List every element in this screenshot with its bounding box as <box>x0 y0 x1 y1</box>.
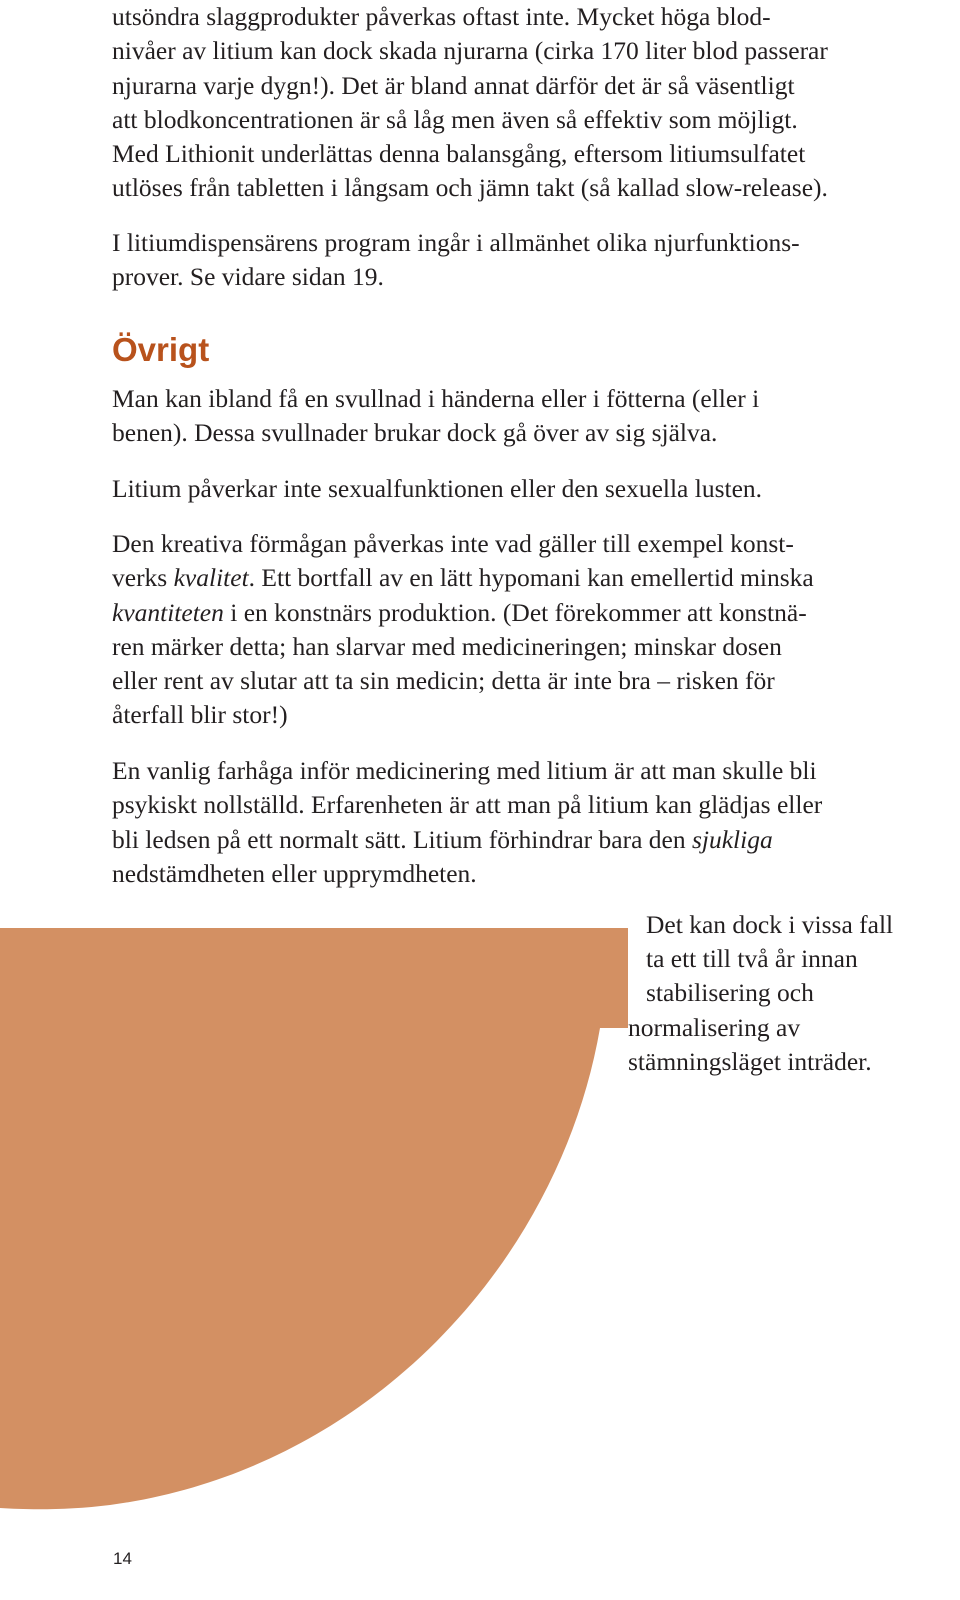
text-line: verks <box>112 563 174 593</box>
callout-line: stabilisering och <box>646 978 814 1008</box>
text-line: bli ledsen på ett normalt sätt. Litium förhindrar bara den <box>112 824 692 854</box>
text-line: återfall blir stor!) <box>112 700 288 730</box>
text-line: eller rent av slutar att ta sin medicin; detta är inte bra – risken för <box>112 666 775 696</box>
emphasis-quantity: kvantiteten <box>112 597 224 627</box>
text-line: En vanlig farhåga inför medicinering med litium är att man skulle bli <box>112 756 817 785</box>
text-line: Med Lithionit underlättas denna balansgång, eftersom litiumsulfatet <box>112 139 806 169</box>
creative-paragraph <box>112 527 947 733</box>
fear-paragraph <box>112 754 947 891</box>
program-paragraph <box>112 226 947 295</box>
text-line: Man kan ibland få en svullnad i händerna eller i fötterna (eller i <box>112 384 760 413</box>
callout-text <box>628 908 948 1079</box>
callout-line: normalisering av <box>628 1012 801 1042</box>
callout-line: Det kan dock i vissa fall <box>646 910 894 939</box>
swelling-paragraph <box>112 382 947 451</box>
page-number: 14 <box>113 1549 132 1568</box>
section-heading: Övrigt <box>112 331 210 368</box>
text-line: njurarna varje dygn!). Det är bland annat därför det är så väsentligt <box>112 70 795 100</box>
text-line: prover. Se vidare sidan 19. <box>112 262 384 292</box>
text-line: utsöndra slaggprodukter påverkas oftast inte. Mycket höga blod- <box>112 2 771 31</box>
text-line: Den kreativa förmågan påverkas inte vad gäller till exempel konst- <box>112 529 794 558</box>
intro-paragraph <box>112 0 952 206</box>
text-line: utlöses från tabletten i långsam och jämn takt (så kallad slow-release). <box>112 173 828 203</box>
text-line: . Ett bortfall av en lätt hypomani kan emellertid minska <box>248 563 814 593</box>
text-line: benen). Dessa svullnader brukar dock gå över av sig själva. <box>112 418 718 448</box>
text-line: nedstämdheten eller upprymdheten. <box>112 858 477 888</box>
text-line: att blodkoncentrationen är så låg men även så effektiv som möjligt. <box>112 104 798 134</box>
text-line: nivåer av litium kan dock skada njurarna (cirka 170 liter blod passerar <box>112 36 828 66</box>
sexual-function-paragraph: Litium påverkar inte sexualfunktionen eller den sexuella lusten. <box>112 474 763 503</box>
emphasis-pathological: sjukliga <box>691 824 773 854</box>
emphasis-quality: kvalitet <box>173 563 249 593</box>
text-line: ren märker detta; han slarvar med medicineringen; minskar dosen <box>112 631 782 661</box>
text-line: i en konstnärs produktion. (Det förekommer att konstnä- <box>223 597 807 627</box>
text-line: psykiskt nollställd. Erfarenheten är att man på litium kan glädjas eller <box>112 790 823 820</box>
callout-line: ta ett till två år innan <box>646 944 858 974</box>
text-line: I litiumdispensärens program ingår i allmänhet olika njurfunktions- <box>112 228 800 257</box>
callout-line: stämningsläget inträder. <box>628 1046 872 1076</box>
